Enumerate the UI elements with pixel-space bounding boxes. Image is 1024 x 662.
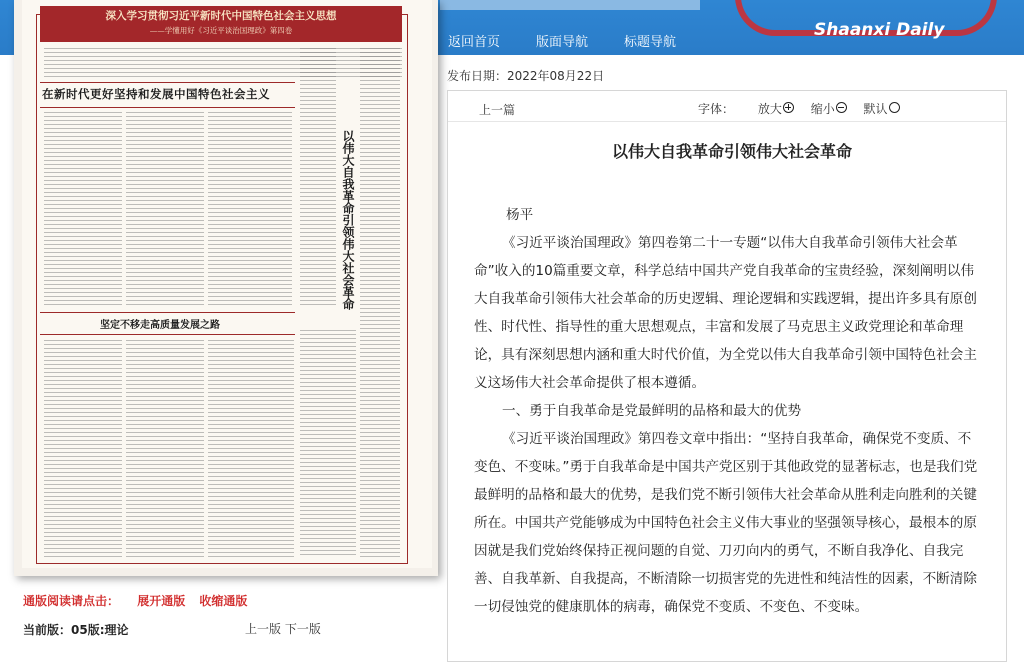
top-nav [448, 31, 712, 50]
text-block [44, 340, 122, 558]
divider [40, 312, 295, 313]
headline-1[interactable]: 在新时代更好坚持和发展中国特色社会主义 [42, 87, 270, 101]
page-pager [245, 620, 321, 637]
newspaper-banner-title: 深入学习贯彻习近平新时代中国特色社会主义思想 [105, 10, 337, 22]
article-paragraph: 《习近平谈治国理政》第四卷文章中指出：“坚持自我革命，确保党不变质、不变色、不变味。”勇于自我革命是中国共产党区别于其他政党的显著标志，也是我们党最鲜明的品格和最大的优势，是我们党不断引领伟大社会革命从胜利走向胜利的关键所在。中国共产党能够成为中国特色社会主义伟大事业的坚强领导核心，最根本的原因就是我们党始终保持正视问题的自觉、刀刃向内的勇气，不断自我净化、自我完善、自我革新、自我提高，不断清除一切损害党的先进性和纯洁性的因素，不断清除一切侵蚀党的健康肌体的病毒，确保党不变质、不变色、不变味。 [474, 431, 978, 615]
minus-circle-icon [836, 102, 847, 113]
font-larger-button[interactable] [758, 102, 794, 116]
article-paragraph: 《习近平谈治国理政》第四卷第二十一专题“以伟大自我革命引领伟大社会革命”收入的10篇重要文章，科学总结中国共产党自我革命的宝贵经验，深刻阐明以伟大自我革命引领伟大社会革命的历史逻辑、理论逻辑和实践逻辑，提出许多具有原创性、时代性、指导性的重大思想观点，丰富和发展了马克思主义政党理论和革命理论，具有深刻思想内涵和重大时代价值，为全党以伟大自我革命引领中国特色社会主义这场伟大社会革命提供了根本遵循。 [474, 235, 977, 391]
text-block [126, 340, 204, 558]
newspaper-banner-subtitle: ——学懂用好《习近平谈治国理政》第四卷 [149, 26, 293, 35]
read-controls [23, 592, 261, 609]
headline-2[interactable]: 坚定不移走高质量发展之路 [100, 320, 220, 331]
headline-vertical[interactable]: 以伟大自我革命引领伟大社会革命 [341, 130, 355, 310]
article-toolbar [448, 91, 1006, 122]
font-smaller-label: 缩小 [810, 102, 835, 116]
text-block [208, 112, 292, 308]
publish-date: 发布日期：2022年08月22日 [447, 69, 605, 83]
article-body [474, 201, 981, 621]
divider [40, 82, 295, 83]
article-author: 杨平 [506, 207, 534, 223]
prev-article-link[interactable]: 上一篇 [479, 103, 516, 117]
article-title: 以伟大自我革命引领伟大社会革命 [611, 142, 852, 161]
banner-decoration [440, 0, 700, 10]
font-controls [698, 100, 913, 117]
circle-icon [889, 102, 900, 113]
article-section-heading: 一、勇于自我革命是党最鲜明的品格和最大的优势 [502, 403, 802, 419]
article-panel [447, 90, 1007, 662]
plus-circle-icon [783, 102, 794, 113]
font-smaller-button[interactable] [811, 102, 847, 116]
font-larger-label: 放大 [757, 102, 782, 116]
text-block [360, 48, 400, 558]
text-block [126, 112, 204, 308]
nav-title-navigation[interactable]: 标题导航 [624, 35, 677, 50]
nav-home[interactable]: 返回首页 [448, 35, 501, 50]
divider [40, 107, 295, 108]
text-block [300, 330, 356, 558]
read-prompt: 通版阅读请点击： [23, 594, 120, 608]
text-block [300, 48, 336, 308]
font-label: 字体： [698, 102, 735, 116]
divider [40, 334, 295, 335]
next-page-link[interactable]: 下一版 [284, 622, 321, 636]
text-block [44, 48, 402, 78]
font-default-label: 默认 [863, 102, 888, 116]
site-logo-text: Shaanxi Daily [814, 20, 945, 40]
collapse-button[interactable]: 收缩通版 [199, 594, 248, 608]
prev-page-link[interactable]: 上一版 [245, 622, 282, 636]
current-page-label: 当前版：05版:理论 [23, 623, 129, 637]
nav-page-navigation[interactable]: 版面导航 [536, 35, 589, 50]
text-block [208, 340, 294, 558]
text-block [44, 112, 122, 308]
font-default-button[interactable] [864, 102, 900, 116]
newspaper-banner [40, 6, 402, 42]
expand-button[interactable]: 展开通版 [137, 594, 186, 608]
